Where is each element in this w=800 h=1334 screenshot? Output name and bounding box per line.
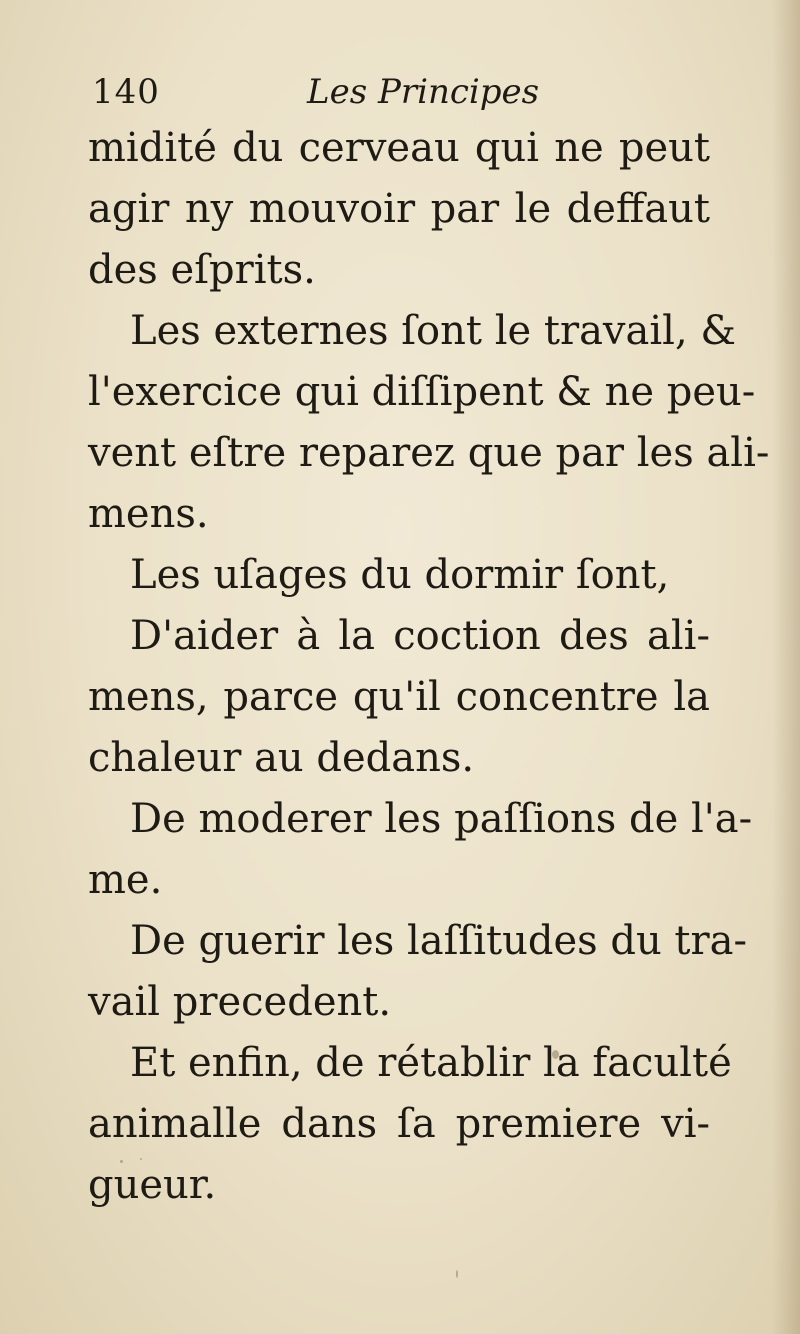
- text-line: me.: [88, 857, 163, 903]
- text-line: l'exercice qui diſſipent & ne peu-: [88, 369, 756, 415]
- text-line: mens.: [88, 491, 209, 537]
- text-line: gueur.: [88, 1162, 217, 1208]
- text-line: mens, parce qu'il concentre la: [88, 674, 710, 720]
- body-text: [88, 118, 770, 1216]
- running-title: Les Principes: [307, 72, 540, 112]
- text-line: vail precedent.: [88, 979, 392, 1025]
- paper-speck: [140, 1158, 142, 1160]
- text-line: des eſprits.: [88, 247, 316, 293]
- text-line: animalle dans ſa premiere vi-: [88, 1101, 710, 1147]
- page-number: 140: [92, 72, 160, 112]
- text-line: agir ny mouvoir par le deffaut: [88, 186, 710, 232]
- page-header: [92, 72, 712, 122]
- text-line: midité du cerveau qui ne peut: [88, 125, 710, 171]
- paper-speck: [552, 1050, 559, 1059]
- text-line: Et enfin, de rétablir la faculté: [130, 1040, 732, 1086]
- text-line: De guerir les laſſitudes du tra-: [130, 918, 747, 964]
- text-line: Les externes ſont le travail, &: [130, 308, 736, 354]
- page-edge-shadow: [772, 0, 800, 1334]
- text-line: chaleur au dedans.: [88, 735, 475, 781]
- paper-speck: [456, 1270, 458, 1278]
- text-line: D'aider à la coction des ali-: [130, 613, 710, 659]
- paper-speck: [120, 1160, 123, 1163]
- text-line: vent eſtre reparez que par les ali-: [88, 430, 770, 476]
- text-line: Les uſages du dormir ſont,: [130, 552, 670, 598]
- text-line: De moderer les paſſions de l'a-: [130, 796, 753, 842]
